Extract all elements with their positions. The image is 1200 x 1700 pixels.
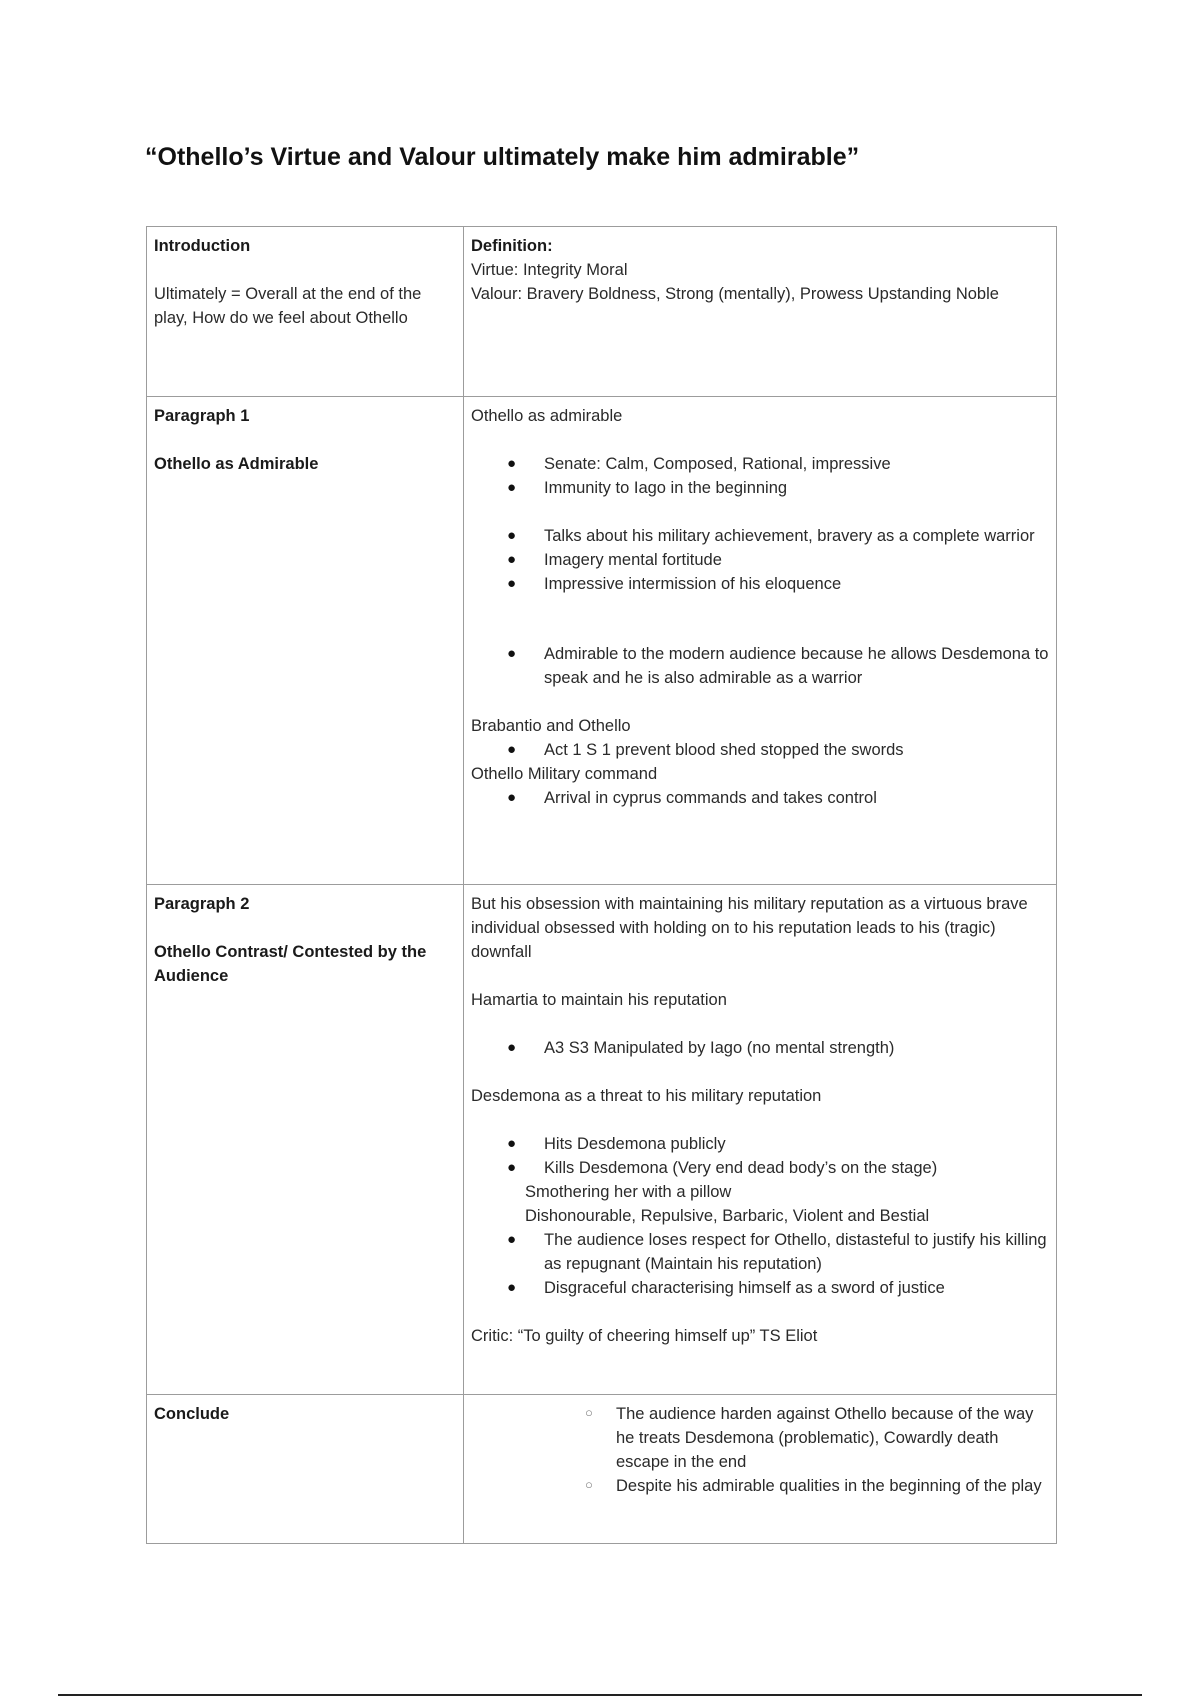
list-item: ● Admirable to the modern audience because he allows Desdemona to speak and he is also admirable as a warrior bbox=[471, 642, 1049, 690]
list-item: ● Disgraceful characterising himself as a sword of justice bbox=[471, 1276, 1049, 1300]
introduction-heading: Introduction bbox=[154, 237, 251, 255]
paragraph-1-subheading: Othello as Admirable bbox=[154, 455, 319, 473]
hamartia-bullets bbox=[471, 1036, 1049, 1060]
list-item: ● Hits Desdemona publicly bbox=[471, 1132, 1049, 1156]
bullet-icon: ● bbox=[507, 1135, 517, 1152]
paragraph-2-label-cell bbox=[147, 885, 464, 1395]
conclude-heading: Conclude bbox=[154, 1405, 230, 1423]
list-item: ● The audience loses respect for Othello, distasteful to justify his killing as repugnant (Maintain his reputation) bbox=[471, 1228, 1049, 1276]
bullet-icon: ● bbox=[507, 1231, 517, 1248]
hamartia-heading: Hamartia to maintain his reputation bbox=[471, 991, 727, 1009]
page-title: “Othello’s Virtue and Valour ultimately make him admirable” bbox=[145, 143, 860, 171]
kills-adjectives-line: Dishonourable, Repulsive, Barbaric, Violent and Bestial bbox=[525, 1207, 930, 1225]
valour-definition: Valour: Bravery Boldness, Strong (mentally), Prowess Upstanding Noble bbox=[471, 285, 999, 303]
list-item: ○ Despite his admirable qualities in the beginning of the play bbox=[471, 1474, 1049, 1498]
bullet-icon: ● bbox=[507, 551, 517, 568]
list-item: ● Impressive intermission of his eloquence bbox=[471, 572, 1049, 596]
paragraph-1-bullets-c bbox=[471, 642, 1049, 690]
circle-bullet-icon: ○ bbox=[585, 1477, 593, 1492]
essay-plan-table bbox=[146, 226, 1057, 1544]
respect-bullets bbox=[471, 1228, 1049, 1300]
bullet-icon: ● bbox=[507, 455, 517, 472]
threat-heading: Desdemona as a threat to his military reputation bbox=[471, 1087, 822, 1105]
bullet-icon: ● bbox=[507, 1039, 517, 1056]
bullet-icon: ● bbox=[507, 645, 517, 662]
paragraph-1-bullets-b bbox=[471, 524, 1049, 596]
table-row-conclude bbox=[147, 1395, 1057, 1544]
virtue-definition: Virtue: Integrity Moral bbox=[471, 261, 628, 279]
paragraph-1-label-cell bbox=[147, 397, 464, 885]
paragraph-2-heading: Paragraph 2 bbox=[154, 895, 250, 913]
kills-detail-line: Smothering her with a pillow bbox=[525, 1183, 732, 1201]
list-item: ○ The audience harden against Othello because of the way he treats Desdemona (problematic), Cowardly death escape in the end bbox=[471, 1402, 1049, 1474]
paragraph-2-subheading: Othello Contrast/ Contested by the Audience bbox=[154, 943, 427, 985]
introduction-note: Ultimately = Overall at the end of the play, How do we feel about Othello bbox=[154, 285, 422, 327]
list-item: ● A3 S3 Manipulated by Iago (no mental strength) bbox=[471, 1036, 1049, 1060]
table-row-paragraph-2 bbox=[147, 885, 1057, 1395]
bullet-icon: ● bbox=[507, 575, 517, 592]
list-item: ● Imagery mental fortitude bbox=[471, 548, 1049, 572]
table-row-paragraph-1 bbox=[147, 397, 1057, 885]
paragraph-1-heading: Paragraph 1 bbox=[154, 407, 250, 425]
critic-quote: Critic: “To guilty of cheering himself up” TS Eliot bbox=[471, 1327, 818, 1345]
list-item: ● Immunity to Iago in the beginning bbox=[471, 476, 1049, 500]
paragraph-2-content-cell bbox=[464, 885, 1057, 1395]
military-heading: Othello Military command bbox=[471, 765, 658, 783]
bullet-icon: ● bbox=[507, 1279, 517, 1296]
brabantio-bullets bbox=[471, 738, 1049, 762]
definition-heading: Definition: bbox=[471, 237, 553, 255]
list-item: ● Act 1 S 1 prevent blood shed stopped the swords bbox=[471, 738, 1049, 762]
paragraph-1-lead: Othello as admirable bbox=[471, 407, 623, 425]
introduction-content-cell bbox=[464, 227, 1057, 397]
list-item: ● Kills Desdemona (Very end dead body’s on the stage) bbox=[471, 1156, 1049, 1180]
footer-rule bbox=[58, 1694, 1142, 1696]
list-item: ● Senate: Calm, Composed, Rational, impressive bbox=[471, 452, 1049, 476]
bullet-icon: ● bbox=[507, 789, 517, 806]
paragraph-1-content-cell bbox=[464, 397, 1057, 885]
bullet-icon: ● bbox=[507, 527, 517, 544]
table-row-introduction bbox=[147, 227, 1057, 397]
bullet-icon: ● bbox=[507, 741, 517, 758]
bullet-icon: ● bbox=[507, 1159, 517, 1176]
paragraph-1-bullets-a bbox=[471, 452, 1049, 500]
brabantio-heading: Brabantio and Othello bbox=[471, 717, 631, 735]
list-item: ● Arrival in cyprus commands and takes control bbox=[471, 786, 1049, 810]
conclude-points bbox=[471, 1402, 1049, 1498]
paragraph-2-lead: But his obsession with maintaining his military reputation as a virtuous brave individual obsessed with holding on to his reputation leads to his (tragic) downfall bbox=[471, 895, 1028, 961]
conclude-content-cell bbox=[464, 1395, 1057, 1544]
bullet-icon: ● bbox=[507, 479, 517, 496]
circle-bullet-icon: ○ bbox=[585, 1405, 593, 1420]
threat-bullets bbox=[471, 1132, 1049, 1180]
introduction-label-cell bbox=[147, 227, 464, 397]
conclude-label-cell bbox=[147, 1395, 464, 1544]
military-bullets bbox=[471, 786, 1049, 810]
list-item: ● Talks about his military achievement, bravery as a complete warrior bbox=[471, 524, 1049, 548]
